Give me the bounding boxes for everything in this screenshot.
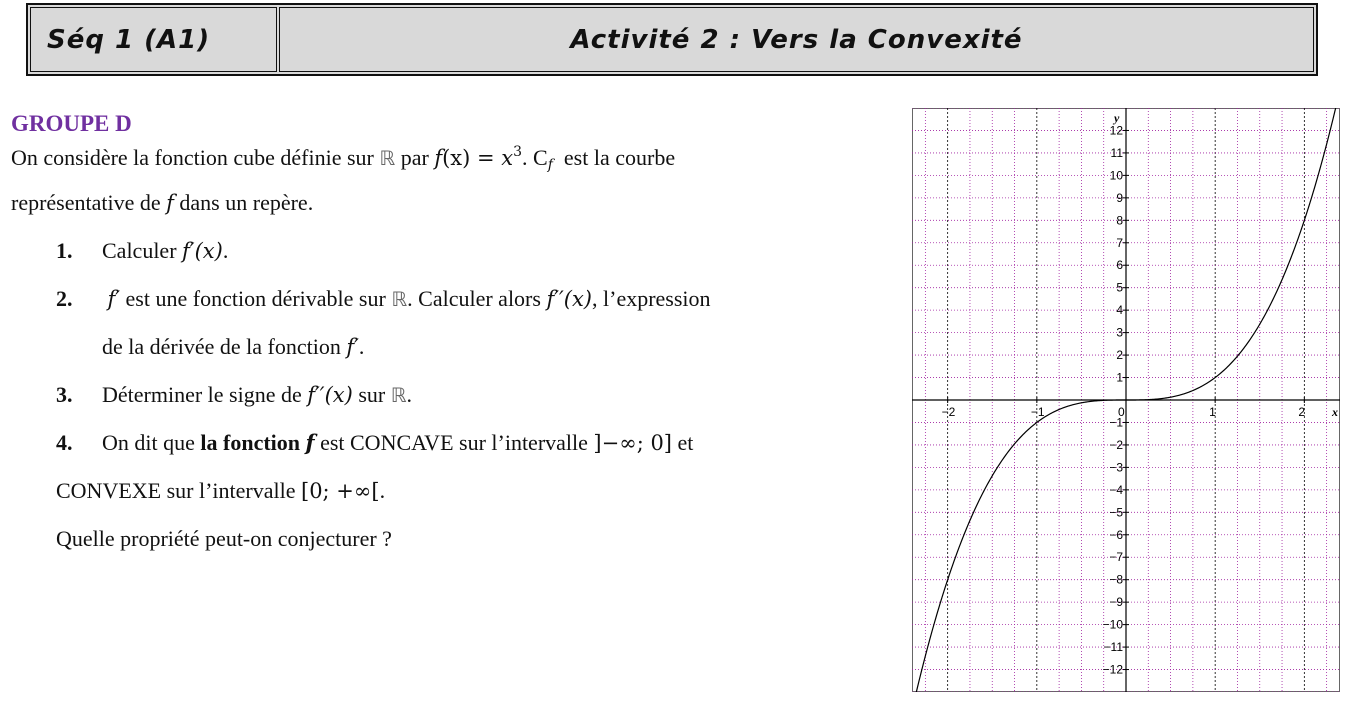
- y-tick-label: 4: [1116, 303, 1123, 318]
- exercise-text: [11, 110, 896, 562]
- question-text: de la dérivée de la fonction: [102, 334, 347, 359]
- question-number: 4.: [56, 430, 73, 455]
- y-tick-label: 6: [1116, 258, 1123, 273]
- sequence-label: Séq 1 (A1): [47, 24, 211, 55]
- y-tick-label: 9: [1116, 190, 1123, 205]
- y-tick-label: −9: [1109, 595, 1123, 610]
- question-text: est une fonction dérivable sur: [120, 286, 392, 311]
- question-text: sur: [352, 382, 391, 407]
- question-text: Calculer: [102, 238, 183, 263]
- y-tick-label: −1: [1109, 415, 1123, 430]
- intro-text: par: [395, 145, 435, 170]
- y-tick-label: −5: [1109, 505, 1123, 520]
- math-f: f: [305, 430, 315, 455]
- y-tick-label: 3: [1116, 325, 1123, 340]
- y-tick-label: −11: [1103, 640, 1123, 655]
- y-tick-label: 5: [1116, 280, 1123, 295]
- y-tick-label: −6: [1109, 527, 1123, 542]
- question-text: est CONCAVE sur l’intervalle: [314, 430, 594, 455]
- question-4: [56, 419, 896, 467]
- question-text: .: [406, 382, 413, 407]
- y-tick-label: −2: [1109, 437, 1123, 452]
- question-1: [56, 227, 896, 275]
- math-exponent: 3: [513, 144, 523, 160]
- question-4-continued: [56, 467, 896, 515]
- y-tick-label: −7: [1109, 550, 1123, 565]
- intro-text: On considère la fonction cube définie sur: [11, 145, 380, 170]
- y-tick-label: −8: [1109, 572, 1123, 587]
- y-tick-label: −3: [1109, 460, 1123, 475]
- math-f: f: [434, 146, 443, 170]
- y-tick-label: 10: [1109, 168, 1123, 183]
- reals-symbol: ℝ: [379, 146, 396, 170]
- reals-symbol: ℝ: [390, 383, 407, 407]
- y-tick-label: −4: [1109, 482, 1123, 497]
- question-number: 3.: [56, 382, 73, 407]
- question-3: [56, 371, 896, 419]
- math-subscript: f: [547, 157, 553, 173]
- x-axis-label: x: [1332, 405, 1338, 419]
- y-tick-label: 12: [1109, 123, 1123, 138]
- math-eq: =: [470, 146, 502, 170]
- title-cell: [279, 7, 1314, 72]
- question-text: .: [222, 238, 229, 263]
- header-banner: [26, 3, 1318, 76]
- intro-text: est la courbe: [552, 145, 676, 170]
- question-text: Déterminer le signe de: [102, 382, 308, 407]
- activity-title: Activité 2 : Vers la Convexité: [570, 24, 1023, 55]
- math-expression: f′: [346, 335, 359, 359]
- question-text: .: [358, 334, 365, 359]
- y-tick-label: −12: [1102, 662, 1123, 677]
- interval-expression: [0; +∞[: [301, 479, 380, 503]
- y-tick-label: 1: [1116, 370, 1123, 385]
- question-number: 2.: [56, 286, 73, 311]
- question-number: 1.: [56, 238, 73, 263]
- question-text: CONVEXE sur l’intervalle: [56, 478, 301, 503]
- question-2-continued: [102, 323, 896, 371]
- group-title: GROUPE D: [11, 111, 132, 136]
- intro-line-1: [11, 138, 896, 179]
- math-expression: f′′(x): [546, 287, 592, 311]
- interval-expression: ]−∞; 0]: [593, 431, 672, 455]
- question-text: . Calculer alors: [407, 286, 547, 311]
- y-tick-label: −10: [1102, 617, 1123, 632]
- math-expression: f′(x): [182, 239, 223, 263]
- x-tick-label: −1: [1030, 405, 1045, 419]
- math-expression: f′: [107, 287, 121, 311]
- reals-symbol: ℝ: [391, 287, 408, 311]
- y-tick-label: 8: [1116, 213, 1123, 228]
- intro-text: représentative de: [11, 190, 167, 215]
- conjecture-question: Quelle propriété peut-on conjecturer ?: [56, 526, 392, 551]
- y-tick-label: 2: [1116, 348, 1123, 363]
- cube-function-graph: [912, 108, 1340, 692]
- x-tick-label: 1: [1209, 405, 1216, 419]
- x-tick-label: −2: [941, 405, 956, 419]
- question-text: .: [379, 478, 386, 503]
- y-axis-label: y: [1114, 111, 1120, 125]
- question-text: On dit que: [102, 430, 201, 455]
- math-arg: (x): [442, 146, 471, 170]
- question-2: [56, 275, 896, 323]
- x-tick-label: 2: [1298, 405, 1306, 419]
- bold-text: la fonction: [200, 430, 306, 455]
- intro-text: . C: [522, 145, 548, 170]
- math-f: f: [166, 191, 174, 215]
- sequence-cell: [30, 7, 277, 72]
- intro-line-2: [11, 179, 896, 227]
- question-text: et: [672, 430, 694, 455]
- y-tick-label: 7: [1116, 235, 1123, 250]
- y-tick-label: 11: [1110, 145, 1123, 160]
- math-x: x: [501, 146, 514, 170]
- question-text: , l’expression: [592, 286, 711, 311]
- x-tick-label: 0: [1118, 405, 1125, 419]
- intro-text: dans un repère.: [173, 190, 314, 215]
- math-expression: f′′(x): [307, 383, 353, 407]
